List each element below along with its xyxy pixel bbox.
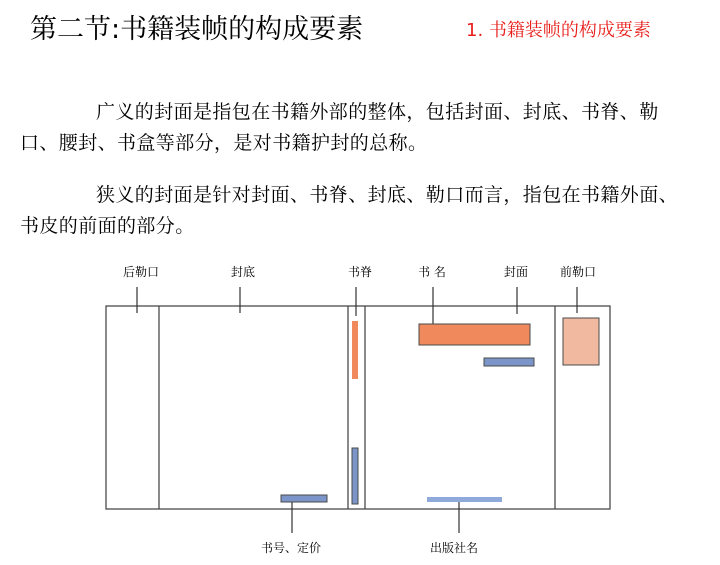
- book-title-block: [419, 324, 530, 345]
- paragraph-broad-definition: 广义的封面是指包在书籍外部的整体，包括封面、封底、书脊、勒口、腰封、书盒等部分，是对书籍护封的总称。: [20, 101, 659, 154]
- author-block: [484, 358, 534, 366]
- spine-title-bar: [352, 321, 358, 379]
- publisher-bar: [427, 497, 502, 502]
- label-spine: 书脊: [347, 265, 373, 279]
- label-back-cover: 封底: [230, 265, 256, 279]
- label-back-flap: 后勒口: [122, 265, 160, 279]
- spine-publisher-bar: [352, 448, 358, 504]
- label-book-title: 书 名: [418, 265, 446, 279]
- paragraph-narrow-definition: 狭义的封面是针对封面、书脊、封底、勒口而言，指包在书籍外面、书皮的前面的部分。: [20, 184, 679, 237]
- label-publisher: 出版社名: [429, 541, 479, 555]
- label-isbn-price: 书号、定价: [260, 541, 322, 555]
- page-title: 第二节:书籍装帧的构成要素: [30, 14, 364, 45]
- label-front-cover: 封面: [503, 265, 529, 279]
- isbn-price-block: [281, 495, 327, 502]
- label-front-flap: 前勒口: [559, 265, 597, 279]
- section-subtitle: 1. 书籍装帧的构成要素: [466, 20, 651, 41]
- front-flap-image: [563, 318, 599, 365]
